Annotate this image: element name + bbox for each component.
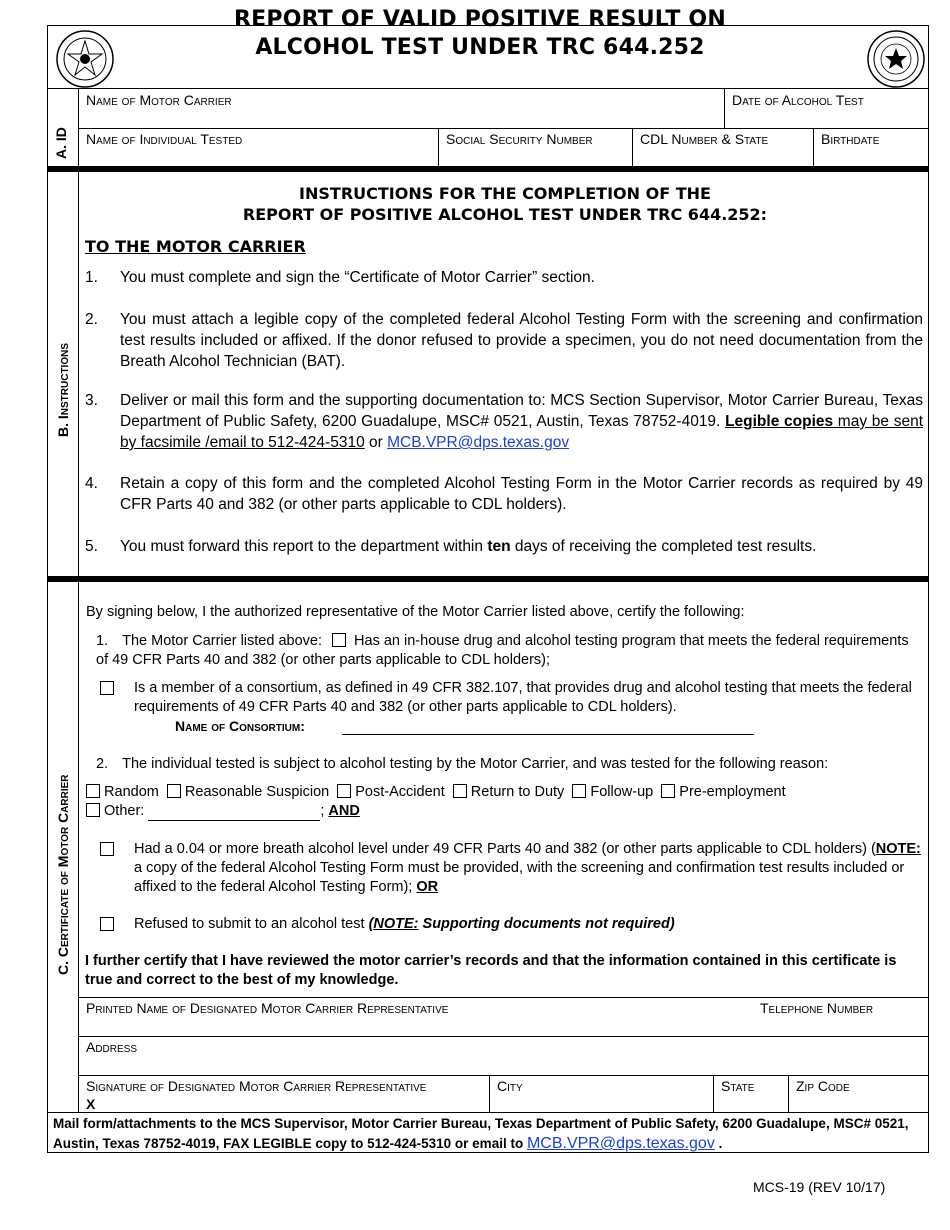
reasonable-suspicion-checkbox[interactable] (167, 784, 181, 798)
telephone-field[interactable]: Telephone Number (760, 1000, 874, 1016)
birthdate-field[interactable]: Birthdate (821, 131, 880, 147)
printed-name-field[interactable]: Printed Name of Designated Motor Carrier Representative (86, 1000, 449, 1016)
refused-option: Refused to submit to an alcohol test (NOTE: Supporting documents not required) (100, 915, 925, 934)
consortium-label: Name of Consortium: (175, 718, 305, 734)
to-the-motor-carrier-heading: TO THE MOTOR CARRIER (85, 237, 306, 256)
address-field[interactable]: Address (86, 1039, 138, 1055)
refused-checkbox[interactable] (100, 917, 114, 931)
instruction-item-2: 2. You must attach a legible copy of the completed federal Alcohol Testing Form with the screening and confirmation test results included or affixed. If the donor refused to provide a specimen, you do not need documentation from the Breath Alcohol Technician (BAT). (85, 311, 923, 370)
certification-statement: I further certify that I have reviewed the motor carrier’s records and that the information contained in this certificate is true and correct to the best of my knowledge. (85, 953, 897, 988)
consortium-name-line[interactable] (342, 734, 754, 735)
instruction-item-3: 3. Deliver or mail this form and the supporting documentation to: MCS Section Supervisor, Motor Carrier Bureau, Texas Department of Public Safety, 6200 Guadalupe, MSC# 0521, Austin, Texas 78752-4019. Legible copies may be sent by facsimile /email to 512-424-5310 or MCB.VPR@dps.texas.gov (85, 392, 924, 451)
item-2: 2. The individual tested is subject to alcohol testing by the Motor Carrier, and was tested for the following reason: (96, 756, 829, 772)
signature-x-mark: X (86, 1096, 96, 1112)
zip-code-field[interactable]: Zip Code (796, 1078, 850, 1094)
other-reason-line[interactable] (148, 807, 320, 821)
return-to-duty-checkbox[interactable] (453, 784, 467, 798)
texas-state-seal-icon (866, 29, 926, 89)
dps-seal-icon (55, 29, 115, 89)
instruction-item-1: 1. You must complete and sign the “Certificate of Motor Carrier” section. (85, 269, 595, 286)
signature-field[interactable]: Signature of Designated Motor Carrier Representative (86, 1078, 427, 1094)
state-field[interactable]: State (721, 1078, 755, 1094)
form-title (140, 6, 820, 62)
item-1: 1. The Motor Carrier listed above: Has an in-house drug and alcohol testing program that meets the federal requirements of 49 CFR Parts 40 and 382 (or other parts applicable to CDL holders); (96, 633, 909, 668)
bac-checkbox[interactable] (100, 842, 114, 856)
footer-instructions: Mail form/attachments to the MCS Supervisor, Motor Carrier Bureau, Texas Department of Public Safety, 6200 Guadalupe, MSC# 0521, Austin, Texas 78752-4019, FAX LEGIBLE copy to 512-424-5310 or email to MCB.VPR@dps.texas.gov . (53, 1116, 909, 1152)
name-of-motor-carrier-field[interactable]: Name of Motor Carrier (86, 92, 232, 108)
other-checkbox[interactable] (86, 803, 100, 817)
section-divider (47, 576, 929, 582)
title-line-2: ALCOHOL TEST UNDER TRC 644.252 (255, 35, 705, 60)
bac-option: Had a 0.04 or more breath alcohol level under 49 CFR Parts 40 and 382 (or other parts applicable to CDL holders) (NOTE: a copy of the federal Alcohol Testing Form must be provided, with the screening and confirmation test results included or affixed to the federal Alcohol Testing Form); OR (100, 840, 925, 897)
email-link[interactable]: MCB.VPR@dps.texas.gov (387, 434, 570, 451)
other-reason: Other: ; AND (86, 802, 360, 821)
post-accident-checkbox[interactable] (337, 784, 351, 798)
instructions-heading: INSTRUCTIONS FOR THE COMPLETION OF THE REPORT OF POSITIVE ALCOHOL TEST UNDER TRC 644.252: (242, 184, 768, 224)
section-c-label: C. Certificate of Motor Carrier (55, 774, 71, 975)
random-checkbox[interactable] (86, 784, 100, 798)
date-of-alcohol-test-field[interactable]: Date of Alcohol Test (732, 92, 864, 108)
social-security-number-field[interactable]: Social Security Number (446, 131, 593, 147)
footer-email-link[interactable]: MCB.VPR@dps.texas.gov (526, 1135, 715, 1152)
city-field[interactable]: City (497, 1078, 523, 1094)
section-b-label: B. Instructions (55, 342, 71, 437)
section-a-label: A. ID (53, 127, 69, 159)
section-divider (47, 166, 929, 172)
inhouse-program-checkbox[interactable] (332, 633, 346, 647)
name-of-individual-tested-field[interactable]: Name of Individual Tested (86, 131, 243, 147)
consortium-option: Is a member of a consortium, as defined in 49 CFR 382.107, that provides drug and alcohol testing that meets the federal requirements of 49 CFR Parts 40 and 382 (or other parts applicable to CDL holders). (100, 679, 925, 717)
pre-employment-checkbox[interactable] (661, 784, 675, 798)
instruction-item-5: 5. You must forward this report to the department within ten days of receiving the completed test results. (85, 538, 817, 555)
title-line-1: REPORT OF VALID POSITIVE RESULT ON (234, 7, 726, 32)
follow-up-checkbox[interactable] (572, 784, 586, 798)
cdl-number-state-field[interactable]: CDL Number & State (640, 131, 769, 147)
consortium-checkbox[interactable] (100, 681, 114, 695)
instruction-item-4: 4. Retain a copy of this form and the completed Alcohol Testing Form in the Motor Carrier records as required by 49 CFR Parts 40 and 382 (or other parts applicable to CDL holders). (85, 475, 923, 513)
certify-intro: By signing below, I the authorized representative of the Motor Carrier listed above, certify the following: (86, 604, 745, 620)
reason-options: Random Reasonable Suspicion Post-Accident Return to Duty Follow-up Pre-employment (86, 783, 916, 802)
form-number: MCS-19 (REV 10/17) (753, 1179, 886, 1195)
